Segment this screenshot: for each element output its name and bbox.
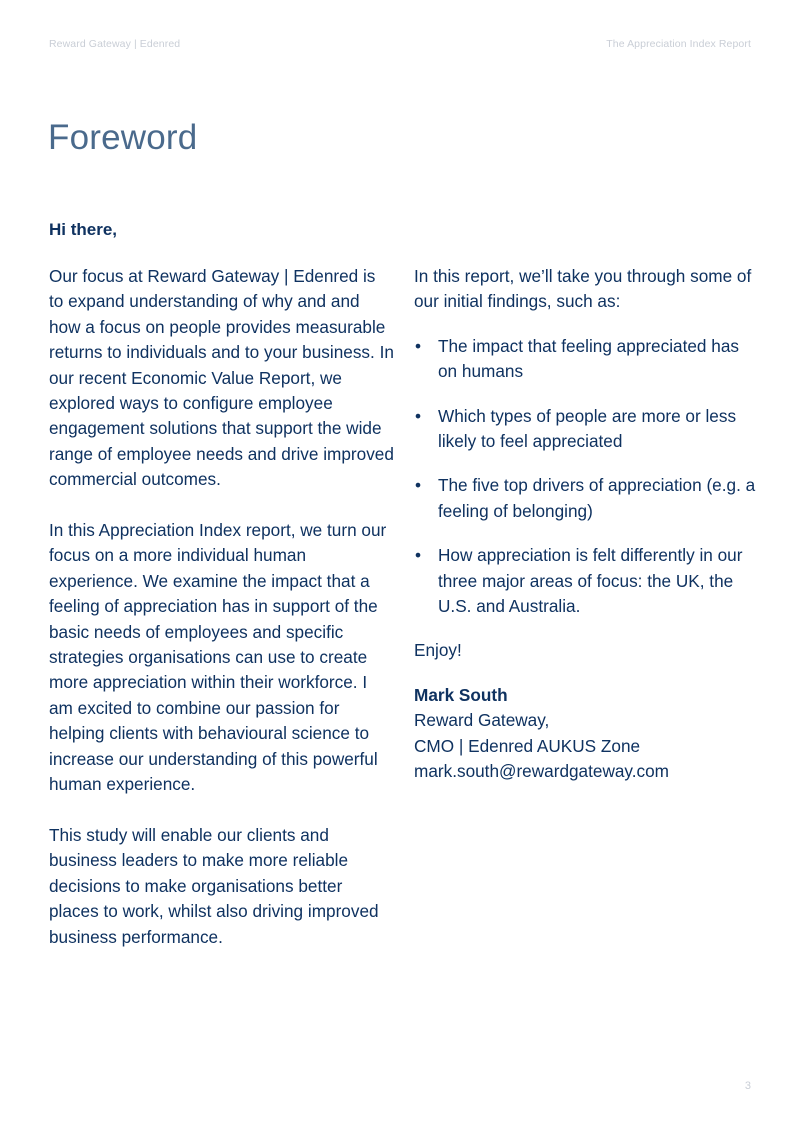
findings-intro: In this report, we’ll take you through some of our initial findings, such as: [414, 266, 752, 312]
paragraph-intro: Our focus at Reward Gateway | Edenred is to expand understanding of why and and how a focus on people provides measurable returns to individuals and to your business. In our recent Economic Value Report, we explored ways to configure employee engagement solutions that support the wide range of employee needs and drive improved commercial outcomes. [49, 266, 394, 490]
list-item [414, 404, 759, 455]
greeting: Hi there, [49, 220, 118, 239]
page-title: Foreword [48, 118, 198, 157]
bullet-icon: • [415, 405, 422, 426]
signature-name: Mark South [414, 684, 508, 705]
paragraph-appreciation-index: In this Appreciation Index report, we turn our focus on a more individual human experience. We examine the impact that a feeling of appreciation has in support of the basic needs of employees and specific strategies organisations can use to create more appreciation within their workforce. I am excited to combine our passion for helping clients with behavioural science to increase our understanding of this powerful human experience. [49, 520, 387, 795]
list-item [414, 473, 759, 524]
list-item [414, 543, 759, 619]
signature-block [414, 683, 759, 785]
header-brand: Reward Gateway | Edenred [49, 38, 181, 50]
paragraph-study: This study will enable our clients and business leaders to make more reliable decisions to make organisations better places to work, whilst also driving improved business performance. [49, 824, 379, 947]
list-item-text: Which types of people are more or less likely to feel appreciated [438, 405, 737, 452]
bullet-icon: • [415, 475, 422, 496]
signature-email: mark.south@rewardgateway.com [414, 761, 669, 782]
list-item-text: The impact that feeling appreciated has on humans [438, 335, 739, 382]
list-item-text: The five top drivers of appreciation (e.g. a feeling of belonging) [438, 475, 756, 521]
list-item [414, 334, 759, 385]
right-column [414, 264, 759, 785]
left-column [49, 264, 394, 975]
signature-company: Reward Gateway, [414, 710, 550, 731]
header-report-title: The Appreciation Index Report [606, 38, 751, 50]
bullet-icon: • [415, 335, 422, 356]
signature-role: CMO | Edenred AUKUS Zone [414, 735, 641, 756]
bullet-icon: • [415, 545, 422, 566]
list-item-text: How appreciation is felt differently in our three major areas of focus: the UK, the U.S. and Australia. [438, 545, 743, 617]
findings-list [414, 334, 759, 620]
closing-text: Enjoy! [414, 640, 462, 661]
page-number: 3 [744, 1080, 751, 1092]
